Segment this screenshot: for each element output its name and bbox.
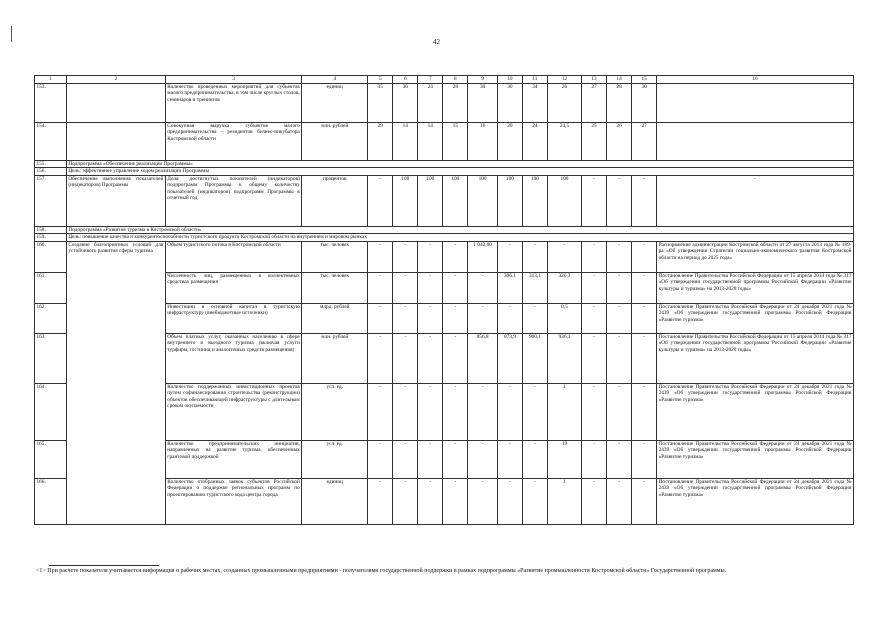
unit-cell: единиц (302, 478, 368, 524)
unit-cell: процентов (302, 175, 368, 226)
value-cell: - (368, 272, 393, 303)
indicator-name: Доля достигнутых показателей (индикаторов) подпрограмм Программы к общему количеству показателей (индикаторов) подпрограмм Программы в отчетный год (165, 175, 302, 226)
value-cell: - (393, 440, 418, 478)
value-cell: - (497, 383, 522, 440)
column-number: 14 (607, 76, 632, 84)
row-number: 159. (35, 234, 67, 241)
value-cell: - (443, 440, 468, 478)
page-number: 42 (433, 38, 440, 46)
value-cell: 28 (607, 84, 632, 123)
value-cell: - (632, 272, 657, 303)
value-cell: 24 (522, 123, 547, 161)
value-cell: - (418, 303, 443, 333)
value-cell: 24 (418, 84, 443, 123)
value-cell: 25 (582, 123, 607, 161)
value-cell: - (468, 478, 498, 524)
unit-cell: тыс. человек (302, 272, 368, 303)
indicator-name: Количество проведенных мероприятий для субъектов малого предпринимательства, в том числе круглых столов, семинаров и тренингов (165, 84, 302, 123)
value-cell: - (368, 478, 393, 524)
value-cell: 28 (443, 84, 468, 123)
value-cell: 100 (418, 175, 443, 226)
indicator-name: Численность лиц, размещенных в коллективных средствах размещения (165, 272, 302, 303)
value-cell: - (607, 383, 632, 440)
value-cell: - (418, 333, 443, 383)
value-cell: - (522, 383, 547, 440)
unit-cell: млн. рублей (302, 123, 368, 161)
row-number: 157. (35, 175, 67, 226)
value-cell: 100 (522, 175, 547, 226)
value-cell: 14 (393, 123, 418, 161)
column-number: 10 (497, 76, 522, 84)
margin-mark (11, 26, 12, 42)
section-heading: Цель: эффективное управление ходом реализации Программы (66, 168, 853, 175)
column-number: 6 (393, 76, 418, 84)
value-cell: - (522, 303, 547, 333)
value-cell: - (607, 440, 632, 478)
table-row (35, 168, 854, 175)
value-cell: - (443, 303, 468, 333)
value-cell: - (632, 440, 657, 478)
source-cell: Постановление Правительства Российской Федерации от 24 декабря 2021 года № 2439 «Об утверждении государственной программы Российской Федерации «Развитие туризма» (657, 383, 854, 440)
task-cell: Создание благоприятных условий для устойчивого развития сферы туризма (66, 241, 165, 524)
value-cell: - (368, 303, 393, 333)
value-cell: 16 (468, 123, 498, 161)
value-cell: - (632, 333, 657, 383)
indicator-name: Количество предпринимательских инициатив, направленных на развитие туризма, обеспеченных грантовой поддержкой (165, 440, 302, 478)
value-cell: 20 (497, 123, 522, 161)
row-number: 165. (35, 440, 67, 478)
value-cell: - (443, 333, 468, 383)
column-number: 5 (368, 76, 393, 84)
value-cell: - (522, 241, 547, 272)
value-cell: 34 (522, 84, 547, 123)
indicator-name: Количество отобранных заявок субъектов Российской Федерации о поддержке региональных программ по проектированию туристского кода центра города (165, 478, 302, 524)
value-cell: 313,1 (522, 272, 547, 303)
column-number: 8 (443, 76, 468, 84)
value-cell: - (632, 175, 657, 226)
indicator-name: Объем туристского потока в Костромской области (165, 241, 302, 272)
value-cell: - (522, 478, 547, 524)
table-row (35, 175, 854, 226)
source-cell: Постановление Правительства Российской Федерации от 24 декабря 2021 года № 2439 «Об утверждении государственной программы Российской Федерации «Развитие туризма» (657, 478, 854, 524)
value-cell: 26 (607, 123, 632, 161)
row-number: 161. (35, 272, 67, 303)
value-cell: - (393, 241, 418, 272)
value-cell: 306,1 (497, 272, 522, 303)
unit-cell: млрд. рублей (302, 303, 368, 333)
column-number: 9 (468, 76, 498, 84)
unit-cell: усл. ед. (302, 440, 368, 478)
column-number: 15 (632, 76, 657, 84)
table-row (35, 241, 854, 272)
task-cell (66, 84, 165, 123)
value-cell: - (393, 333, 418, 383)
value-cell: - (468, 303, 498, 333)
value-cell: 15 (443, 123, 468, 161)
value-cell: - (468, 440, 498, 478)
section-heading: Подпрограмма «Обеспечение реализации Программы» (66, 161, 853, 168)
value-cell: - (368, 383, 393, 440)
value-cell: - (368, 333, 393, 383)
value-cell: - (632, 241, 657, 272)
column-number: 12 (547, 76, 581, 84)
unit-cell: единиц (302, 84, 368, 123)
value-cell: 100 (497, 175, 522, 226)
value-cell: 0,5 (547, 303, 581, 333)
value-cell: - (393, 478, 418, 524)
value-cell: 24,5 (547, 123, 581, 161)
row-number: 155. (35, 161, 67, 168)
value-cell: 1 (547, 383, 581, 440)
row-number: 166. (35, 478, 67, 524)
row-number: 162. (35, 303, 67, 333)
value-cell: 100 (393, 175, 418, 226)
row-number: 158. (35, 226, 67, 233)
column-number: 2 (66, 76, 165, 84)
value-cell: - (582, 383, 607, 440)
row-number: 160. (35, 241, 67, 272)
row-number: 154. (35, 123, 67, 161)
table-row (35, 226, 854, 233)
value-cell: 1 042,00 (468, 241, 498, 272)
value-cell: - (418, 478, 443, 524)
value-cell: - (497, 241, 522, 272)
column-number: 4 (302, 76, 368, 84)
value-cell: 856,8 (468, 333, 498, 383)
value-cell: 19 (547, 440, 581, 478)
value-cell: - (393, 303, 418, 333)
value-cell: - (607, 333, 632, 383)
unit-cell: млн. рублей (302, 333, 368, 383)
value-cell: - (393, 272, 418, 303)
footnote-separator (49, 565, 159, 566)
column-number: 7 (418, 76, 443, 84)
value-cell: 27 (582, 84, 607, 123)
section-heading: Цель: повышение качества и конкурентоспособности туристского продукта Костромской области на внутреннем и мировом рынках (66, 234, 853, 241)
value-cell: - (393, 383, 418, 440)
column-number: 13 (582, 76, 607, 84)
value-cell: - (607, 241, 632, 272)
value-cell: 14 (418, 123, 443, 161)
column-number-row (35, 76, 854, 84)
value-cell: - (582, 440, 607, 478)
indicator-name: Инвестиции в основной капитал в туристскую инфраструктуру (внебюджетные источники) (165, 303, 302, 333)
value-cell: 36 (393, 84, 418, 123)
value-cell: 27 (632, 123, 657, 161)
source-cell (657, 123, 854, 161)
value-cell: - (418, 440, 443, 478)
value-cell: - (443, 478, 468, 524)
table-row (35, 161, 854, 168)
value-cell: - (443, 241, 468, 272)
value-cell: - (443, 272, 468, 303)
value-cell: - (368, 175, 393, 226)
value-cell: - (607, 478, 632, 524)
source-cell (657, 84, 854, 123)
value-cell: - (607, 303, 632, 333)
value-cell: - (497, 303, 522, 333)
value-cell: - (522, 440, 547, 478)
task-cell (66, 123, 165, 161)
row-number: 156. (35, 168, 67, 175)
value-cell: - (497, 440, 522, 478)
unit-cell: тыс. человек (302, 241, 368, 272)
value-cell: 100 (547, 175, 581, 226)
indicators-table (34, 75, 854, 525)
footnote: <1> При расчете показателя учитывается информация о рабочих местах, созданных промышленными предприятиями - получателями государственной поддержки в рамках подпрограммы «Развитие промышленности Костромской области» Государственной программы. (36, 568, 727, 574)
indicator-name: Количество поддержанных инвестиционных проектов путем софинансирования строительства (реконструкции) объектов обеспечивающей инфраструктуры с длительным сроком окупаемости (165, 383, 302, 440)
column-number: 11 (522, 76, 547, 84)
table-row (35, 84, 854, 123)
source-cell: Постановление Правительства Российской Федерации от 15 апреля 2014 года № 317 «Об утверждении государственной программы Российской Федерации «Развитие культуры и туризма» на 2013-2020 годы» (657, 333, 854, 383)
value-cell: 35 (368, 84, 393, 123)
value-cell: 936,1 (547, 333, 581, 383)
task-cell: Обеспечение выполнения показателей (индикаторов) Программы (66, 175, 165, 226)
value-cell: - (607, 175, 632, 226)
column-number: 3 (165, 76, 302, 84)
source-cell: - (657, 175, 854, 226)
value-cell: - (582, 241, 607, 272)
column-number: 1 (35, 76, 67, 84)
row-number: 153. (35, 84, 67, 123)
source-cell: Постановление Правительства Российской Федерации от 24 декабря 2021 года № 2439 «Об утверждении государственной программы Российской Федерации «Развитие туризма» (657, 440, 854, 478)
value-cell: 30 (497, 84, 522, 123)
value-cell: - (497, 478, 522, 524)
value-cell: 30 (632, 84, 657, 123)
section-heading: Подпрограмма «Развитие туризма в Костромской области» (66, 226, 853, 233)
value-cell: 873,9 (497, 333, 522, 383)
value-cell: 320,3 (547, 272, 581, 303)
value-cell: 1 (547, 478, 581, 524)
source-cell: Постановление Правительства Российской Федерации от 15 апреля 2014 года № 317 «Об утверждении государственной программы Российской Федерации «Развитие культуры и туризма» на 2013-2020 годы» (657, 272, 854, 303)
row-number: 164. (35, 383, 67, 440)
value-cell: 30 (468, 84, 498, 123)
table-row (35, 123, 854, 161)
value-cell: - (443, 383, 468, 440)
value-cell: 900,1 (522, 333, 547, 383)
value-cell: - (632, 383, 657, 440)
value-cell: - (582, 303, 607, 333)
value-cell: - (368, 440, 393, 478)
value-cell: - (582, 478, 607, 524)
row-number: 163. (35, 333, 67, 383)
value-cell: - (418, 383, 443, 440)
value-cell: 100 (468, 175, 498, 226)
value-cell: - (418, 241, 443, 272)
source-cell: Распоряжение администрации Костромской области от 27 августа 2013 года № 189-ра «Об утверждении Стратегии социально-экономического развития Костромской области на период до 2025 года» (657, 241, 854, 272)
unit-cell: усл. ед. (302, 383, 368, 440)
value-cell: 29 (368, 123, 393, 161)
value-cell: - (582, 333, 607, 383)
value-cell: - (468, 383, 498, 440)
value-cell: 26 (547, 84, 581, 123)
value-cell: - (607, 272, 632, 303)
value-cell: 100 (443, 175, 468, 226)
value-cell: - (632, 478, 657, 524)
indicator-name: Совокупная выручка субъектов малого предпринимательства - резидентов бизнес-инкубатора Костромской области (165, 123, 302, 161)
value-cell: - (368, 241, 393, 272)
value-cell: - (468, 272, 498, 303)
value-cell: - (632, 303, 657, 333)
indicator-name: Объем платных услуг, оказанных населению в сфере внутреннего и въездного туризма (включая услуги турфирм, гостиниц и аналогичных средств размещения) (165, 333, 302, 383)
value-cell: - (582, 272, 607, 303)
value-cell: - (547, 241, 581, 272)
source-cell: Постановление Правительства Российской Федерации от 24 декабря 2021 года № 2439 «Об утверждении государственной программы Российской Федерации «Развитие туризма» (657, 303, 854, 333)
value-cell: - (582, 175, 607, 226)
value-cell: - (418, 272, 443, 303)
table-row (35, 234, 854, 241)
column-number: 16 (657, 76, 854, 84)
